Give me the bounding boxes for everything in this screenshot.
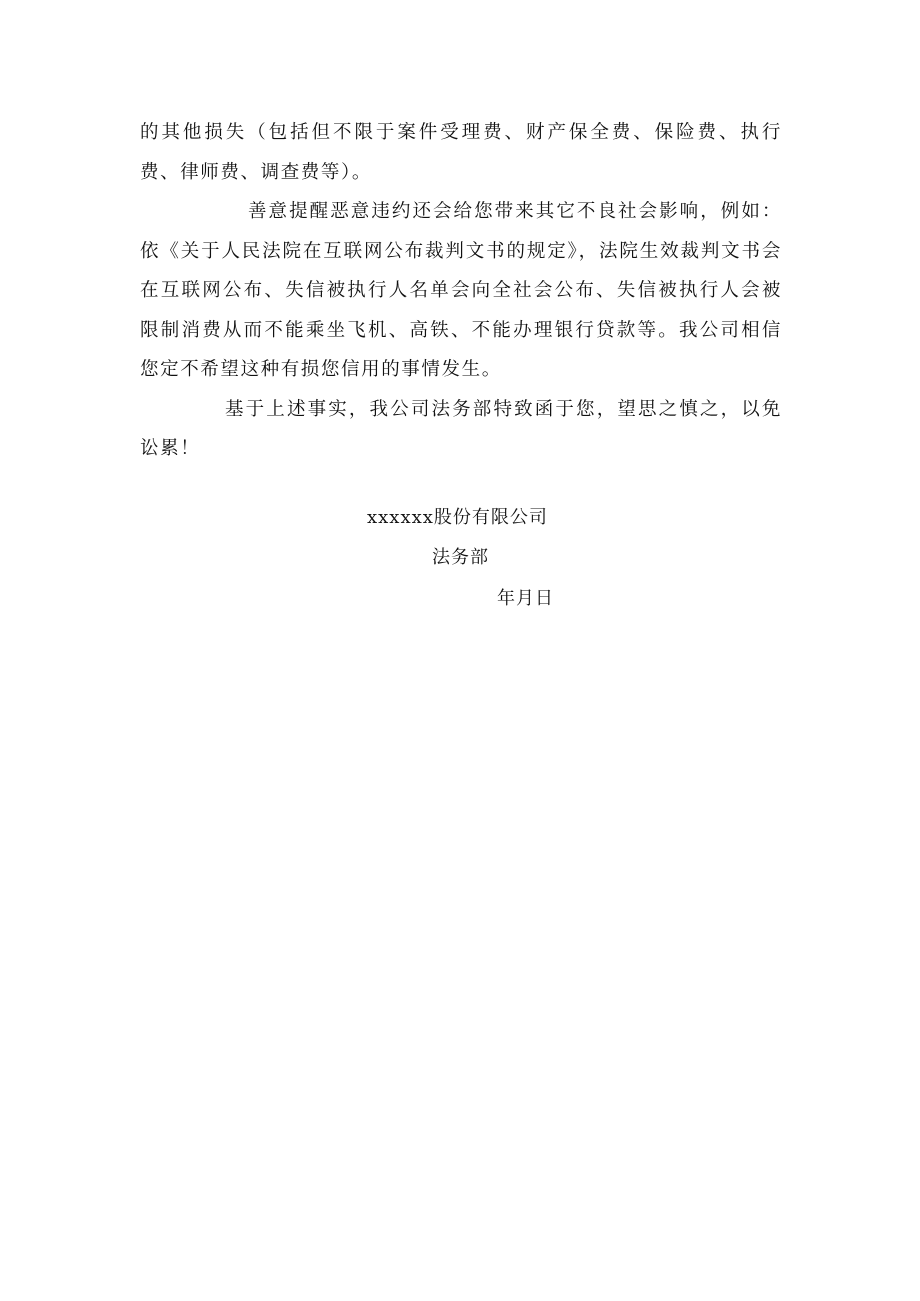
- paragraph-reminder: 善意提醒恶意违约还会给您带来其它不良社会影响，例如：依《关于人民法院在互联网公布裁判文书的规定》，法院生效裁判文书会在互联网公布、失信被执行人名单会向全社会公布、失信被执行人会被限制消费从而不能乘坐飞机、高铁、不能办理银行贷款等。我公司相信您定不希望这种有损您信用的事情发生。: [140, 201, 782, 380]
- paragraph-conclusion: 基于上述事实，我公司法务部特致函于您，望思之慎之，以免讼累！: [140, 398, 782, 459]
- signature-department: 法务部: [432, 547, 489, 568]
- letter-body: [140, 113, 782, 469]
- signature-company: xxxxxx股份有限公司: [367, 507, 548, 528]
- paragraph-continued-losses: 的其他损失（包括但不限于案件受理费、财产保全费、保险费、执行费、律师费、调查费等）。: [140, 122, 782, 183]
- signature-date: 年月日: [497, 588, 554, 609]
